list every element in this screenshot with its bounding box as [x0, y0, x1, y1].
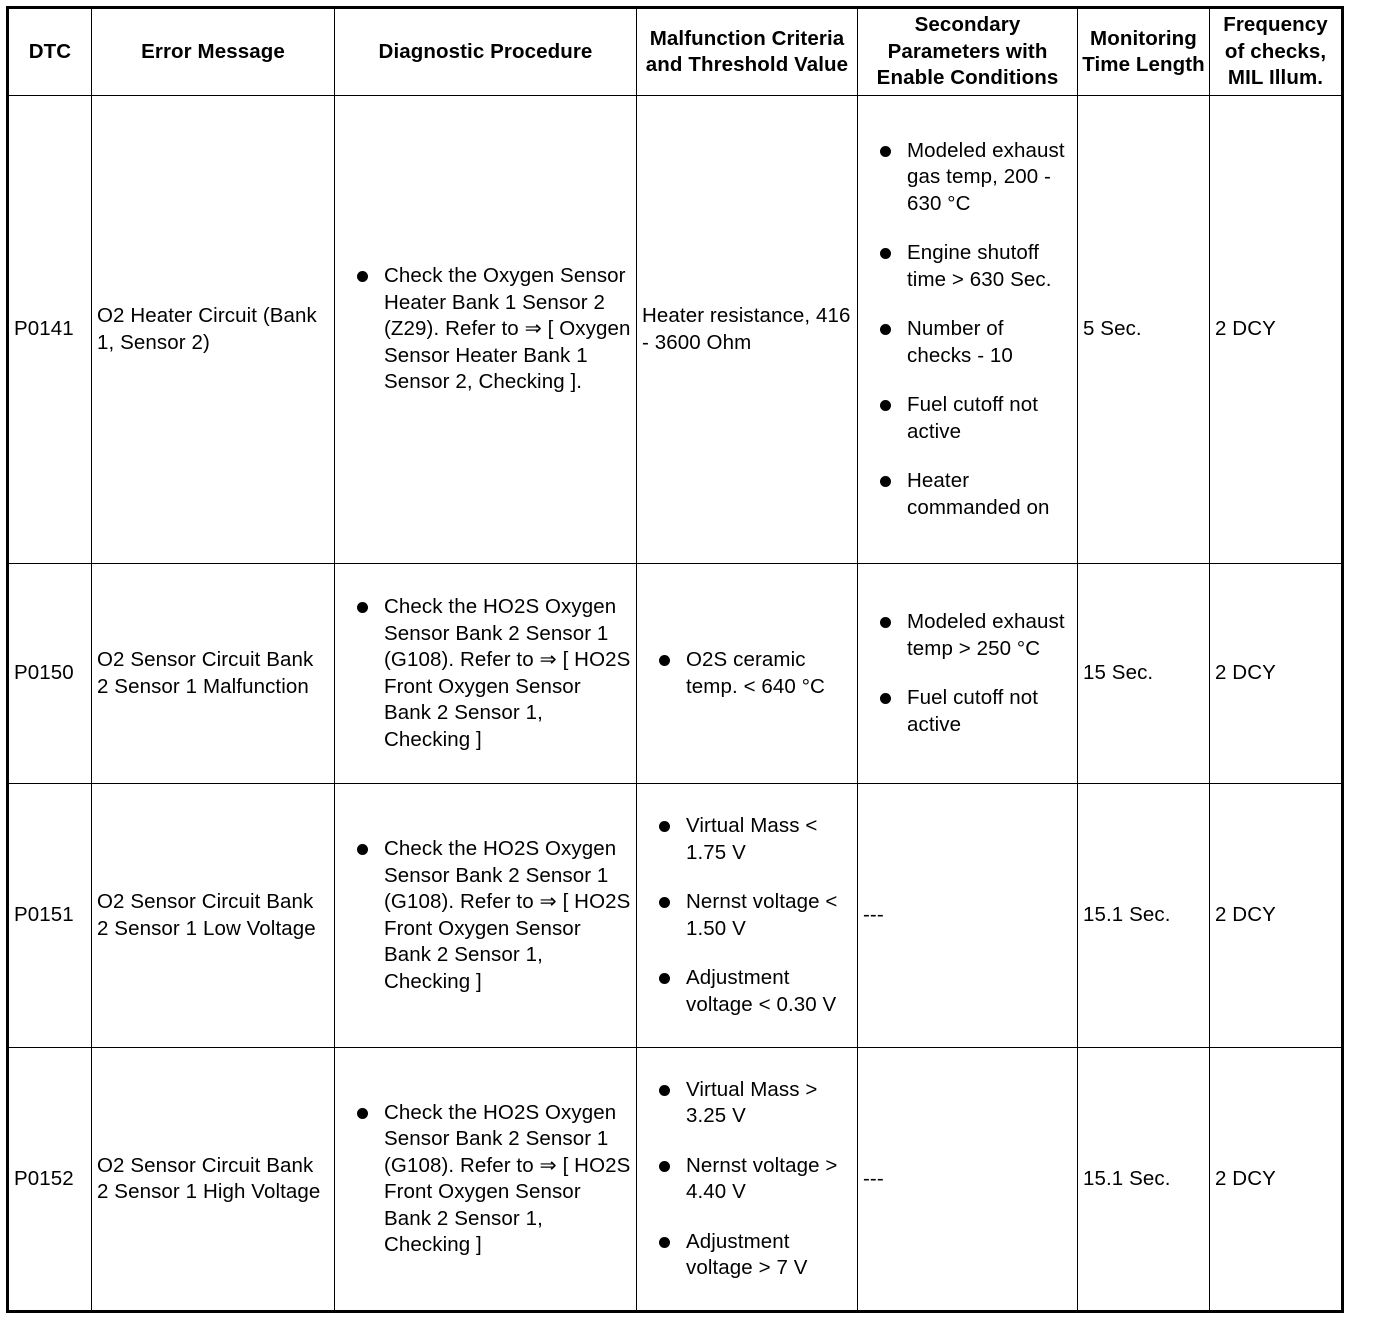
bullet-icon: [880, 400, 891, 411]
bullet-text: Modeled exhaust gas temp, 200 - 630 °C: [907, 138, 1065, 215]
bullet-icon: [357, 1108, 368, 1119]
criteria-text: Heater resistance, 416 - 3600 Ohm: [642, 304, 851, 354]
secondary-list: [863, 609, 1072, 738]
bullet-icon: [659, 655, 670, 666]
procedure-list: [340, 836, 631, 995]
bullet-text: Nernst voltage < 1.50 V: [686, 890, 838, 940]
procedure-list: [340, 594, 631, 753]
table-header: [8, 8, 1343, 96]
malfunction-criteria-cell: [637, 96, 858, 564]
diagnostic-procedure-cell: [335, 564, 637, 784]
bullet-icon: [659, 973, 670, 984]
list-item: [863, 609, 1072, 662]
header-diagnostic-procedure: Diagnostic Procedure: [335, 8, 637, 96]
list-item: [863, 240, 1072, 293]
header-error-message: Error Message: [92, 8, 335, 96]
list-item: [642, 813, 852, 866]
diagnostic-procedure-cell: [335, 96, 637, 564]
list-item: [642, 889, 852, 942]
list-item: [863, 138, 1072, 218]
secondary-list: [863, 138, 1072, 522]
dtc-cell: P0152: [8, 1048, 92, 1312]
list-item: [642, 1153, 852, 1206]
monitoring-time-cell: 15 Sec.: [1078, 564, 1210, 784]
frequency-cell: 2 DCY: [1210, 784, 1343, 1048]
dtc-table: [6, 6, 1344, 1313]
error-message-cell: O2 Sensor Circuit Bank 2 Sensor 1 Low Voltage: [92, 784, 335, 1048]
malfunction-criteria-cell: [637, 1048, 858, 1312]
bullet-text: Virtual Mass > 3.25 V: [686, 1077, 818, 1127]
monitoring-time-cell: 15.1 Sec.: [1078, 1048, 1210, 1312]
bullet-icon: [357, 602, 368, 613]
list-item: [642, 1229, 852, 1282]
table-body: [8, 96, 1343, 1312]
list-item: [340, 1100, 631, 1259]
malfunction-criteria-cell: [637, 784, 858, 1048]
table-row: [8, 784, 1343, 1048]
secondary-parameters-cell: [858, 564, 1078, 784]
frequency-cell: 2 DCY: [1210, 564, 1343, 784]
bullet-icon: [357, 271, 368, 282]
dtc-cell: P0150: [8, 564, 92, 784]
secondary-text: ---: [863, 1166, 884, 1190]
dtc-cell: P0141: [8, 96, 92, 564]
dtc-cell: P0151: [8, 784, 92, 1048]
bullet-icon: [880, 146, 891, 157]
monitoring-time-cell: 5 Sec.: [1078, 96, 1210, 564]
diagnostic-procedure-cell: [335, 784, 637, 1048]
bullet-text: Fuel cutoff not active: [907, 686, 1039, 736]
bullet-text: Adjustment voltage > 7 V: [686, 1229, 808, 1279]
procedure-text: Check the HO2S Oxygen Sensor Bank 2 Sensor 1 (G108). Refer to ⇒ [ HO2S Front Oxygen Sensor Bank 2 Sensor 1, Checking ]: [384, 837, 631, 993]
list-item: [340, 594, 631, 753]
error-message-cell: O2 Sensor Circuit Bank 2 Sensor 1 Malfunction: [92, 564, 335, 784]
bullet-text: Adjustment voltage < 0.30 V: [686, 966, 837, 1016]
list-item: [642, 647, 852, 700]
bullet-text: Fuel cutoff not active: [907, 393, 1039, 443]
table-row: [8, 1048, 1343, 1312]
bullet-icon: [659, 821, 670, 832]
bullet-text: Number of checks - 10: [907, 317, 1013, 367]
header-frequency: Frequency of checks, MIL Illum.: [1210, 8, 1343, 96]
procedure-text: Check the HO2S Oxygen Sensor Bank 2 Sensor 1 (G108). Refer to ⇒ [ HO2S Front Oxygen Sensor Bank 2 Sensor 1, Checking ]: [384, 595, 631, 751]
bullet-text: O2S ceramic temp. < 640 °C: [686, 648, 825, 698]
header-dtc: DTC: [8, 8, 92, 96]
bullet-icon: [659, 1161, 670, 1172]
table-row: [8, 564, 1343, 784]
bullet-icon: [659, 1237, 670, 1248]
error-message-cell: O2 Heater Circuit (Bank 1, Sensor 2): [92, 96, 335, 564]
procedure-list: [340, 1100, 631, 1259]
list-item: [642, 965, 852, 1018]
secondary-parameters-cell: [858, 784, 1078, 1048]
procedure-text: Check the Oxygen Sensor Heater Bank 1 Sensor 2 (Z29). Refer to ⇒ [ Oxygen Sensor Heater Bank 1 Sensor 2, Checking ].: [384, 264, 631, 394]
table-row: [8, 96, 1343, 564]
bullet-text: Virtual Mass < 1.75 V: [686, 814, 818, 864]
bullet-text: Heater commanded on: [907, 469, 1050, 519]
error-message-cell: O2 Sensor Circuit Bank 2 Sensor 1 High Voltage: [92, 1048, 335, 1312]
criteria-list: [642, 1077, 852, 1282]
header-monitoring-time: Monitoring Time Length: [1078, 8, 1210, 96]
criteria-list: [642, 813, 852, 1018]
list-item: [642, 1077, 852, 1130]
secondary-parameters-cell: [858, 1048, 1078, 1312]
list-item: [863, 685, 1072, 738]
frequency-cell: 2 DCY: [1210, 1048, 1343, 1312]
secondary-text: ---: [863, 903, 884, 927]
bullet-text: Nernst voltage > 4.40 V: [686, 1153, 838, 1203]
list-item: [340, 263, 631, 396]
header-row: [8, 8, 1343, 96]
bullet-text: Engine shutoff time > 630 Sec.: [907, 241, 1052, 291]
procedure-text: Check the HO2S Oxygen Sensor Bank 2 Sensor 1 (G108). Refer to ⇒ [ HO2S Front Oxygen Sensor Bank 2 Sensor 1, Checking ]: [384, 1100, 631, 1256]
list-item: [863, 468, 1072, 521]
procedure-list: [340, 263, 631, 396]
list-item: [863, 392, 1072, 445]
header-secondary-parameters: Secondary Parameters with Enable Conditions: [858, 8, 1078, 96]
list-item: [863, 316, 1072, 369]
bullet-icon: [659, 897, 670, 908]
bullet-icon: [880, 248, 891, 259]
bullet-icon: [880, 693, 891, 704]
criteria-list: [642, 647, 852, 700]
list-item: [340, 836, 631, 995]
bullet-icon: [659, 1085, 670, 1096]
monitoring-time-cell: 15.1 Sec.: [1078, 784, 1210, 1048]
frequency-cell: 2 DCY: [1210, 96, 1343, 564]
secondary-parameters-cell: [858, 96, 1078, 564]
bullet-icon: [357, 844, 368, 855]
malfunction-criteria-cell: [637, 564, 858, 784]
bullet-text: Modeled exhaust temp > 250 °C: [907, 610, 1065, 660]
diagnostic-procedure-cell: [335, 1048, 637, 1312]
header-malfunction-criteria: Malfunction Criteria and Threshold Value: [637, 8, 858, 96]
bullet-icon: [880, 617, 891, 628]
bullet-icon: [880, 324, 891, 335]
bullet-icon: [880, 476, 891, 487]
